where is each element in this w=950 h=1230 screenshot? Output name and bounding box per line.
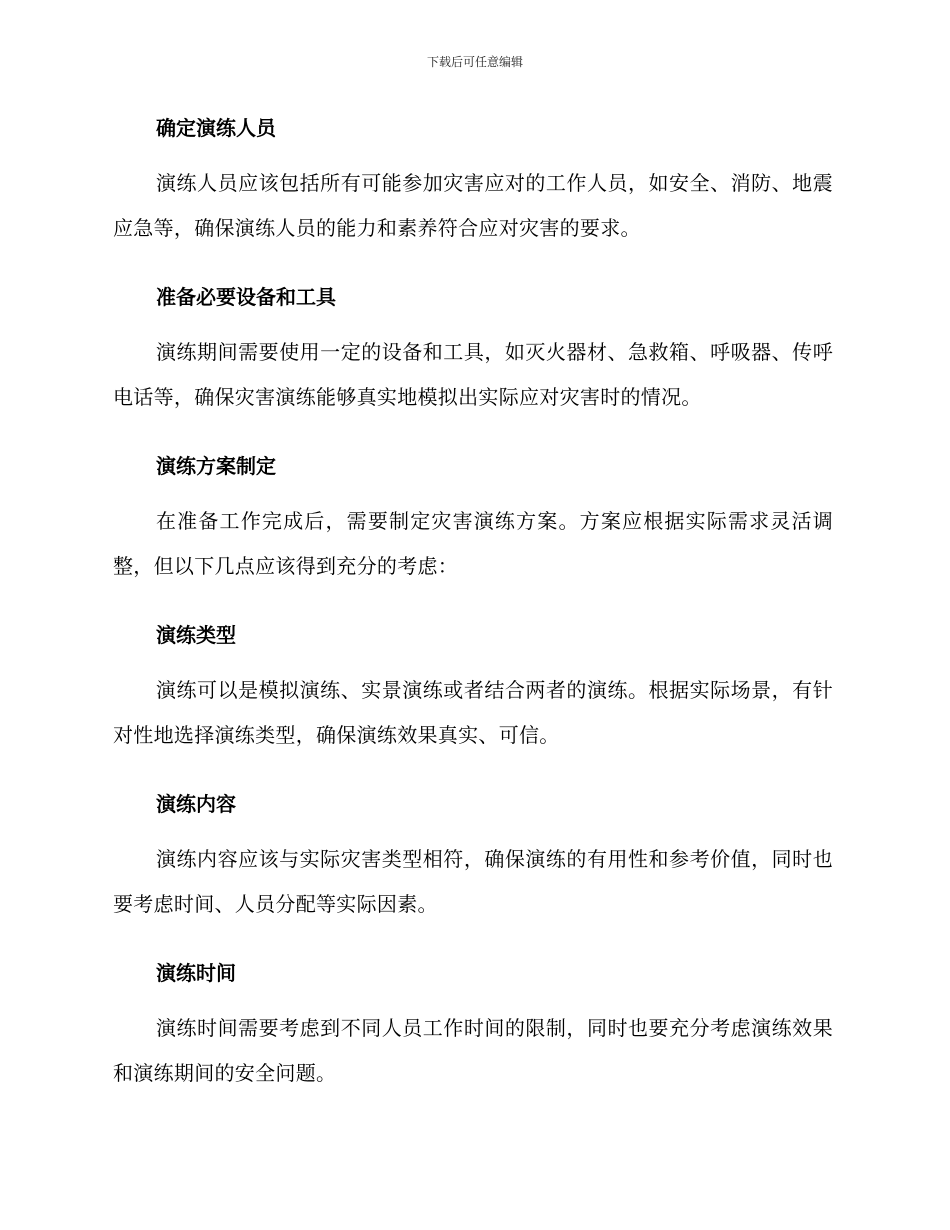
section-drill-type xyxy=(113,615,833,758)
section-drill-time xyxy=(113,953,833,1096)
section-drill-content xyxy=(113,784,833,927)
section-paragraph: 在准备工作完成后，需要制定灾害演练方案。方案应根据实际需求灵活调整，但以下几点应该得到充分的考虑： xyxy=(113,509,833,578)
document-body xyxy=(113,108,833,1122)
section-paragraph: 演练内容应该与实际灾害类型相符，确保演练的有用性和参考价值，同时也要考虑时间、人员分配等实际因素。 xyxy=(113,847,833,916)
section-equipment xyxy=(113,277,833,420)
section-paragraph: 演练人员应该包括所有可能参加灾害应对的工作人员，如安全、消防、地震应急等，确保演练人员的能力和素养符合应对灾害的要求。 xyxy=(113,171,833,240)
page-header: 下载后可任意编辑 xyxy=(426,55,523,69)
section-personnel xyxy=(113,108,833,251)
section-heading: 准备必要设备和工具 xyxy=(156,285,336,309)
section-heading: 演练内容 xyxy=(156,792,236,816)
section-heading: 确定演练人员 xyxy=(156,116,276,140)
section-heading: 演练方案制定 xyxy=(156,454,276,478)
section-paragraph: 演练可以是模拟演练、实景演练或者结合两者的演练。根据实际场景，有针对性地选择演练类型，确保演练效果真实、可信。 xyxy=(113,678,833,747)
section-paragraph: 演练时间需要考虑到不同人员工作时间的限制，同时也要充分考虑演练效果和演练期间的安全问题。 xyxy=(113,1016,833,1085)
section-heading: 演练类型 xyxy=(156,623,236,647)
section-heading: 演练时间 xyxy=(156,961,236,985)
section-paragraph: 演练期间需要使用一定的设备和工具，如灭火器材、急救箱、呼吸器、传呼电话等，确保灾害演练能够真实地模拟出实际应对灾害时的情况。 xyxy=(113,340,833,409)
section-plan xyxy=(113,446,833,589)
